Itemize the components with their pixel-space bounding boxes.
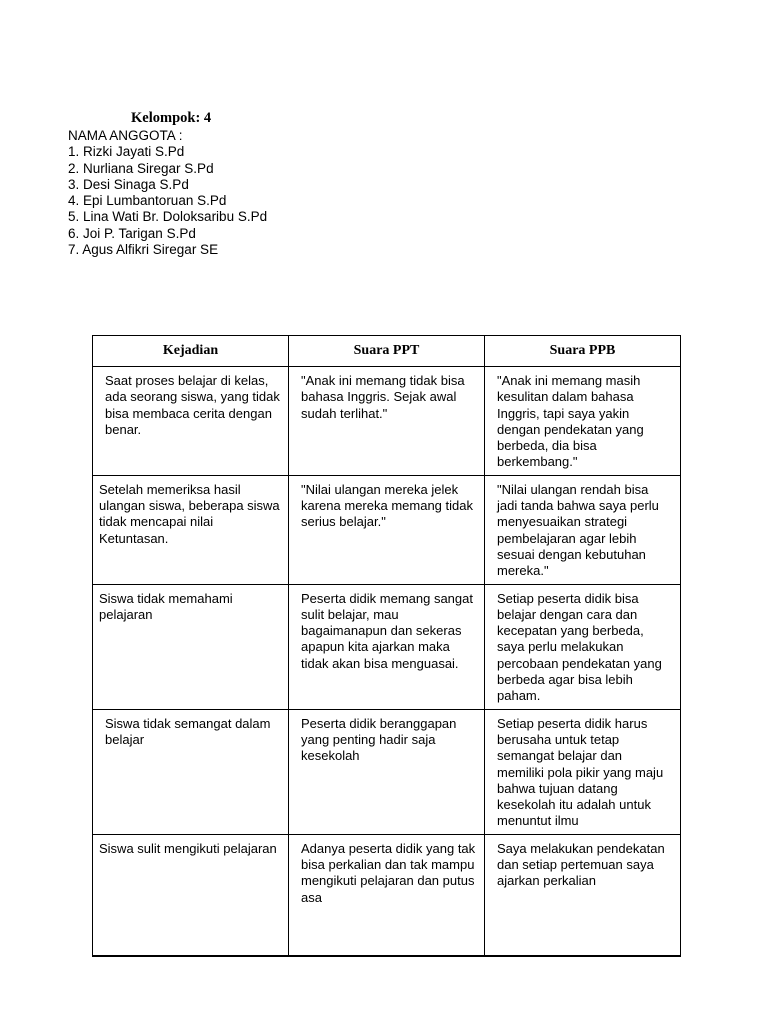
table-row — [93, 367, 681, 476]
table-row — [93, 834, 681, 956]
member-list — [68, 144, 388, 258]
cell-kejadian: Siswa tidak memahami pelajaran — [93, 584, 289, 709]
cell-kejadian: Setelah memeriksa hasil ulangan siswa, beberapa siswa tidak mencapai nilai Ketuntasan. — [93, 475, 289, 584]
table-row — [93, 584, 681, 709]
member-item: 2. Nurliana Siregar S.Pd — [68, 160, 214, 176]
comparison-table — [92, 335, 681, 957]
cell-suara-ppt: "Anak ini memang tidak bisa bahasa Inggris. Sejak awal sudah terlihat." — [289, 367, 485, 476]
cell-suara-ppb: "Anak ini memang masih kesulitan dalam bahasa Inggris, tapi saya yakin dengan pendekatan yang berbeda, dia bisa berkembang." — [485, 367, 681, 476]
member-item: 4. Epi Lumbantoruan S.Pd — [68, 193, 227, 209]
cell-suara-ppt: Adanya peserta didik yang tak bisa perkalian dan tak mampu mengikuti pelajaran dan putus asa — [289, 834, 485, 956]
member-item: 3. Desi Sinaga S.Pd — [68, 176, 189, 192]
member-item: 7. Agus Alfikri Siregar SE — [68, 242, 219, 258]
table-header-row — [93, 336, 681, 367]
cell-suara-ppb: "Nilai ulangan rendah bisa jadi tanda bahwa saya perlu menyesuaikan strategi pembelajaran agar lebih sesuai dengan kebutuhan mereka." — [485, 475, 681, 584]
cell-kejadian: Saat proses belajar di kelas, ada seorang siswa, yang tidak bisa membaca cerita dengan benar. — [93, 367, 289, 476]
member-item: 5. Lina Wati Br. Doloksaribu S.Pd — [68, 209, 268, 225]
cell-suara-ppb: Saya melakukan pendekatan dan setiap pertemuan saya ajarkan perkalian — [485, 834, 681, 956]
cell-suara-ppt: "Nilai ulangan mereka jelek karena mereka memang tidak serius belajar." — [289, 475, 485, 584]
cell-suara-ppb: Setiap peserta didik bisa belajar dengan cara dan kecepatan yang berbeda, saya perlu melakukan percobaan pendekatan yang berbeda agar bisa lebih paham. — [485, 584, 681, 709]
member-item: 1. Rizki Jayati S.Pd — [68, 144, 185, 160]
column-header-suara-ppb: Suara PPB — [485, 336, 681, 367]
members-heading: NAMA ANGGOTA : — [68, 128, 183, 143]
group-title: Kelompok: 4 — [131, 110, 212, 126]
cell-kejadian: Siswa tidak semangat dalam belajar — [93, 709, 289, 834]
cell-suara-ppt: Peserta didik memang sangat sulit belajar, mau bagaimanapun dan sekeras apapun kita ajarkan maka tidak akan bisa menguasai. — [289, 584, 485, 709]
member-item: 6. Joi P. Tarigan S.Pd — [68, 225, 196, 241]
cell-suara-ppt: Peserta didik beranggapan yang penting hadir saja kesekolah — [289, 709, 485, 834]
column-header-suara-ppt: Suara PPT — [289, 336, 485, 367]
cell-kejadian: Siswa sulit mengikuti pelajaran — [93, 834, 289, 956]
table-row — [93, 475, 681, 584]
group-header — [68, 110, 388, 258]
column-header-kejadian: Kejadian — [93, 336, 289, 367]
table-row — [93, 709, 681, 834]
cell-suara-ppb: Setiap peserta didik harus berusaha untuk tetap semangat belajar dan memiliki pola pikir yang maju bahwa tujuan datang kesekolah itu adalah untuk menuntut ilmu — [485, 709, 681, 834]
